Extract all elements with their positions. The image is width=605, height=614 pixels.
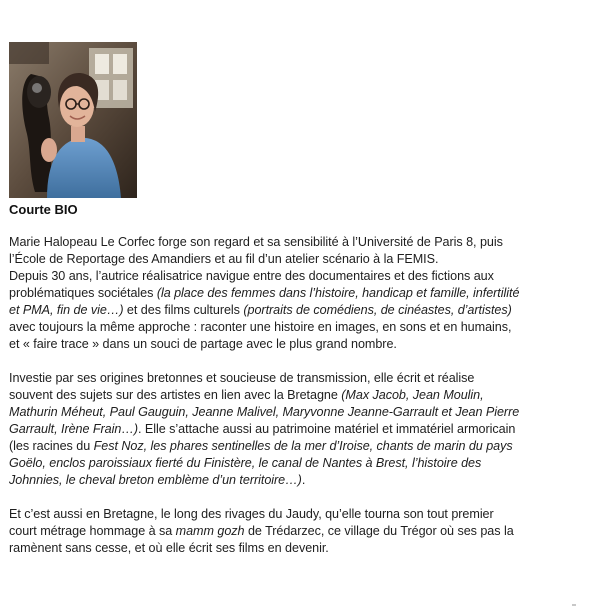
text-line [9, 438, 601, 455]
text-line [9, 319, 601, 336]
text-line [9, 404, 601, 421]
italic-text: et PMA, fin de vie…) [9, 303, 124, 317]
text-line [9, 506, 601, 523]
text-line [9, 251, 601, 268]
bio-paragraph [9, 234, 601, 353]
italic-text: Garrault, Irène Frain…) [9, 422, 139, 436]
text-segment: et des films culturels [123, 303, 244, 317]
text-line [9, 336, 601, 353]
bio-paragraph [9, 370, 601, 489]
text-line [9, 523, 601, 540]
portrait-image [9, 42, 137, 198]
italic-text: (Max Jacob, Jean Moulin, [341, 388, 484, 402]
italic-text: (portraits de comédiens, de cinéastes, d’artistes) [243, 303, 512, 317]
text-line [9, 234, 601, 251]
text-segment: l’École de Reportage des Amandiers et au fil d’un atelier scénario à la FEMIS. [9, 252, 439, 266]
italic-text: Johnnies, le cheval breton emblème d’un territoire…) [9, 473, 302, 487]
scan-mark [572, 604, 576, 606]
text-segment: . Elle s’attache aussi au patrimoine matériel et immatériel armoricain [138, 422, 516, 436]
text-line [9, 472, 601, 489]
italic-text: mamm gozh [175, 524, 245, 538]
text-segment: Et c’est aussi en Bretagne, le long des rivages du Jaudy, qu’elle tourna son tout premier [9, 507, 494, 521]
bio-body [9, 234, 601, 574]
text-line [9, 455, 601, 472]
italic-text: Mathurin Méheut, Paul Gauguin, Jeanne Malivel, Maryvonne Jeanne-Garrault et Jean Pierre [9, 405, 520, 419]
text-line [9, 370, 601, 387]
text-line [9, 302, 601, 319]
text-segment: court métrage hommage à sa [9, 524, 176, 538]
text-segment: ramènent sans cesse, et où elle écrit ses films en devenir. [9, 541, 329, 555]
text-segment: (les racines du [9, 439, 94, 453]
text-segment: et « faire trace » dans un souci de partage avec le plus grand nombre. [9, 337, 397, 351]
italic-text: Fest Noz, les phares sentinelles de la mer d’Iroise, chants de marin du pays [93, 439, 513, 453]
bio-paragraph [9, 506, 601, 557]
italic-text: (la place des femmes dans l’histoire, handicap et famille, infertilité [156, 286, 520, 300]
text-line [9, 421, 601, 438]
text-line [9, 268, 601, 285]
text-segment: avec toujours la même approche : raconter une histoire en images, en sons et en humains, [9, 320, 512, 334]
text-line [9, 285, 601, 302]
text-segment: Investie par ses origines bretonnes et soucieuse de transmission, elle écrit et réalise [9, 371, 475, 385]
text-segment: . [301, 473, 306, 487]
text-segment: Marie Halopeau Le Corfec forge son regard et sa sensibilité à l’Université de Paris 8, puis [9, 235, 503, 249]
text-segment: de Trédarzec, ce village du Trégor où ses pas la [244, 524, 514, 538]
text-segment: Depuis 30 ans, l’autrice réalisatrice navigue entre des documentaires et des fictions aux [9, 269, 494, 283]
text-line [9, 540, 601, 557]
portrait-photo [9, 42, 137, 198]
text-line [9, 387, 601, 404]
bio-heading: Courte BIO [9, 202, 78, 217]
text-segment: souvent des sujets sur des artistes en lien avec la Bretagne [9, 388, 342, 402]
italic-text: Goëlo, enclos paroissiaux fierté du Finistère, le canal de Nantes à Brest, l’histoire des [9, 456, 482, 470]
text-segment: problématiques sociétales [9, 286, 157, 300]
